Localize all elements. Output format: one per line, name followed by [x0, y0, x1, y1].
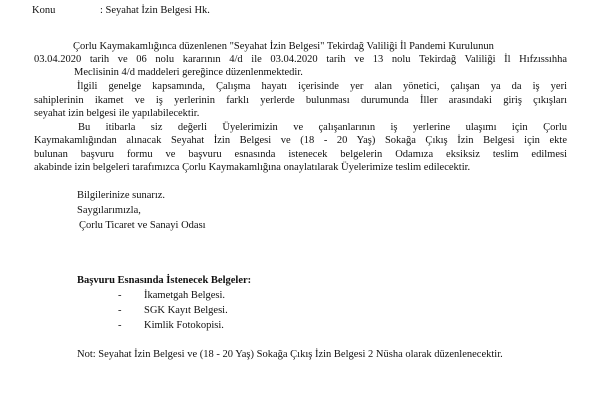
documents-heading: Başvuru Esnasında İstenecek Belgeler: [77, 275, 252, 286]
subject-label: Konu [32, 5, 56, 16]
paragraph-2-line: sahiplerinin ikamet ve iş yerlerinin farklı yerlerde bulunması durumunda İller arasındaki giriş çıkışları [34, 95, 567, 106]
list-item-label: SGK Kayıt Belgesi. [144, 305, 228, 316]
bullet-dash: - [118, 320, 122, 331]
paragraph-3-line: akabinde izin belgeleri tarafımızca Çorlu Kaymakamlığına onaylatılarak Üyelerimize teslim edilecektir. [34, 162, 471, 173]
subject-value: : Seyahat İzin Belgesi Hk. [100, 5, 210, 16]
closing-regards: Saygılarımızla, [77, 205, 141, 216]
list-item-label: İkametgah Belgesi. [144, 290, 226, 301]
bullet-dash: - [118, 305, 122, 316]
paragraph-1-line: 03.04.2020 tarih ve 06 nolu kararının 4/d ile 03.04.2020 tarih ve 13 nolu Tekirdağ Valiliği İl Hıfzıssıhha [34, 54, 567, 65]
bullet-dash: - [118, 290, 122, 301]
note: Not: Seyahat İzin Belgesi ve (18 - 20 Yaş) Sokağa Çıkış İzin Belgesi 2 Nüsha olarak düzenlenecektir. [77, 349, 503, 360]
paragraph-3-line: bulunan başvuru formu ve başvuru esnasında istenecek belgelerin Odamıza eksiksiz teslim edilmesi [34, 149, 567, 160]
paragraph-1-line: Çorlu Kaymakamlığınca düzenlenen "Seyahat İzin Belgesi" Tekirdağ Valiliği İl Pandemi Kurulunun [73, 41, 494, 52]
signature: Çorlu Ticaret ve Sanayi Odası [79, 220, 206, 231]
paragraph-3-line: Bu itibarla siz değerli Üyelerimizin ve çalışanlarının iş yerlerine ulaşımı için Çorlu [78, 122, 567, 133]
closing-info: Bilgilerinize sunarız. [77, 190, 166, 201]
paragraph-1-line: Meclisinin 4/d maddeleri gereğince düzenlenmektedir. [74, 67, 303, 78]
paragraph-2-line: İlgili genelge kapsamında, Çalışma hayatı içerisinde yer alan yönetici, çalışan ya da iş yeri [77, 81, 567, 92]
paragraph-2-line: seyahat izin belgesi ile yapılabilecektir. [34, 108, 200, 119]
paragraph-3-line: Kaymakamlığından alınacak Seyahat İzin Belgesi ve (18 - 20 Yaş) Sokağa Çıkış İzin Belgesi için ekte [34, 135, 567, 146]
list-item-label: Kimlik Fotokopisi. [144, 320, 224, 331]
